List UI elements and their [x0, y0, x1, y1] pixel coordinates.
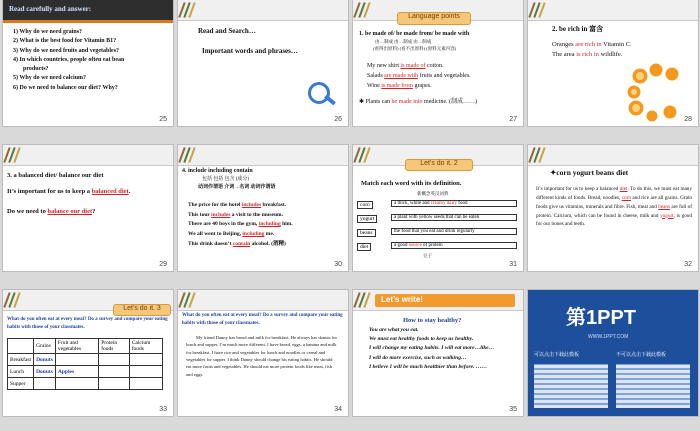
- example-4: ✱ Plants can be made into medicine. (制成……): [359, 99, 478, 105]
- table-cell[interactable]: [99, 378, 130, 390]
- table-cell[interactable]: [129, 354, 162, 366]
- slide-thumbnail-31[interactable]: [353, 145, 523, 271]
- slide-title: Read and Search…: [198, 27, 256, 35]
- slide-header: [178, 145, 348, 166]
- survey-intro: What do you often eat at every meal? Do a survey and compare your eating habits with those of your classmates.: [182, 313, 343, 326]
- writing-line: I will do more exercise, such as walking…: [369, 354, 467, 361]
- question-4-cont: products?: [23, 66, 49, 73]
- writing-line: We must eat healthy foods to keep us healthy.: [369, 336, 474, 343]
- slide-header: [178, 290, 348, 311]
- lets-do-it-tag: Let’s do it. 3: [113, 304, 171, 316]
- phrase-sub-2: (看得出原料) (看不出原料) (原料元素内容): [373, 46, 457, 51]
- bamboo-icon: [531, 147, 549, 163]
- slide-thumbnail-33[interactable]: [3, 290, 173, 416]
- dictionary-hint: 新概念英汉词典: [417, 191, 449, 196]
- table-cell[interactable]: [129, 378, 162, 390]
- example-2: Salads are made with fruits and vegetables.: [367, 73, 471, 79]
- writing-line: I will change my eating habits. I will eat more…like…: [369, 345, 495, 352]
- lets-write-band: [375, 294, 515, 307]
- bamboo-icon: [181, 2, 199, 18]
- example-2: The area is rich in wildlife.: [552, 51, 623, 58]
- slide-header: [528, 145, 698, 166]
- table-row: [8, 354, 163, 366]
- caption-left: 可以点击下载此模板: [534, 353, 580, 358]
- slide-header: [3, 145, 173, 166]
- bamboo-icon: [6, 147, 24, 163]
- instruction: Match each word with its definition.: [361, 180, 462, 187]
- example-2: Do we need to balance our diet?: [7, 208, 96, 215]
- table-cell[interactable]: Donuts: [34, 354, 56, 366]
- phrase-heading: 3. a balanced diet/ balance our diet: [7, 172, 104, 179]
- table-header: Fruit and vegetables: [55, 339, 98, 354]
- slide-header: [528, 0, 698, 21]
- slide-header: [178, 0, 348, 21]
- table-cell[interactable]: [55, 354, 98, 366]
- word-meaning: 包括 包括 包含 (成分): [202, 177, 250, 182]
- table-header: Grains: [34, 339, 56, 354]
- bamboo-icon: [181, 147, 199, 163]
- slide-number: 25: [159, 116, 167, 123]
- slide-number: 32: [684, 261, 692, 268]
- example-list: [188, 201, 293, 249]
- example-row: We all went to Beijing, including me.: [188, 230, 275, 237]
- writing-lines: [359, 326, 517, 372]
- table-header: [8, 339, 34, 354]
- example-row: The price for the hotel includes breakfast.: [188, 202, 287, 208]
- slide-number: 26: [334, 116, 342, 123]
- language-points-tag: Language points: [397, 12, 471, 25]
- accent-stripe: [3, 20, 173, 23]
- slide-number: 28: [684, 116, 692, 123]
- table-cell[interactable]: [34, 378, 56, 390]
- table-header-row: [8, 339, 163, 354]
- question-2: 2) What is the best food for Vitamin B1?: [13, 38, 117, 45]
- slide-thumbnail-32[interactable]: [528, 145, 698, 271]
- definition-3: the food that you eat and drink regularly: [391, 228, 517, 235]
- slide-line: Important words and phrases…: [202, 47, 298, 55]
- table-cell: Lunch: [8, 366, 34, 378]
- example-1: My new shirt is made of cotton.: [367, 63, 444, 69]
- table-cell[interactable]: Apples: [55, 366, 98, 378]
- caption-right: 不可以点击下载此模板: [616, 353, 667, 358]
- passage: It’s important for us to keep a balanced diet. To do this, we must eat many different kinds of foods. Bread, noodles, corn and rice are all grains. Grain foods give us vitamins, minerals and fibre. Fish, meat and beans are full of protein. Calcium, which can be found in cheese, milk and yogurt, is good for our bones and teeth.: [536, 186, 693, 228]
- bamboo-icon: [356, 2, 374, 18]
- bamboo-icon: [531, 2, 549, 18]
- word-corn: corn: [357, 201, 373, 209]
- word-beans: beans: [357, 229, 376, 237]
- table-row: [8, 366, 163, 378]
- question-1: 1) Why do we need grains?: [13, 29, 83, 35]
- orange-slices-icon: [626, 62, 686, 122]
- table-cell[interactable]: [129, 366, 162, 378]
- slide-thumbnail-34[interactable]: [178, 290, 348, 416]
- table-row: [8, 378, 163, 390]
- lets-do-it-tag: Let’s do it. 2: [405, 159, 473, 171]
- example-row: There are 40 boys in the gym, including him.: [188, 221, 293, 228]
- slide-title: How to stay healthy?: [403, 317, 462, 324]
- bamboo-icon: [356, 147, 374, 163]
- question-6: 6) Do we need to balance our diet? Why?: [13, 84, 118, 91]
- slide-number: 31: [509, 261, 517, 268]
- example-1: Oranges are rich in Vitamin C.: [552, 41, 632, 48]
- definition-2: a plant with yellow seeds that can be eaten: [391, 214, 517, 221]
- example-1: It’s important for us to keep a balanced diet.: [7, 188, 131, 195]
- slide-number: 29: [159, 261, 167, 268]
- slide-thumbnail-27[interactable]: [353, 0, 523, 126]
- slide-thumbnail-30[interactable]: [178, 145, 348, 271]
- bamboo-icon: [181, 292, 199, 308]
- slide-thumbnail-36[interactable]: [528, 290, 698, 416]
- writing-line: You are what you eat.: [369, 327, 419, 333]
- word-diet: diet: [357, 243, 371, 251]
- word-heading: 4. include including contain: [182, 168, 253, 174]
- slide-number: 27: [509, 116, 517, 123]
- example-row: This tour includes a visit to the museum.: [188, 211, 283, 218]
- table-cell[interactable]: [99, 354, 130, 366]
- slide-thumbnail-29[interactable]: [3, 145, 173, 271]
- bamboo-icon: [356, 292, 374, 308]
- word-usage: 动词作谓语 介词→名词 动词作谓语: [198, 185, 276, 190]
- table-cell[interactable]: [99, 366, 130, 378]
- bamboo-icon: [6, 292, 24, 308]
- passage: My friend Danny has bread and milk for breakfast. He always has donuts for lunch and supper. I’m much more different. I have bread, eggs, a banana and milk for breakfast. I have rice and vegetables for lunch and noodles or cereal and vegetables for supper. I think Danny should change his eating habits. He should eat more fruits and vegetables. He should eat more protein foods like meat, fish and eggs.: [186, 335, 338, 377]
- definition-1: a thick, white and creamy dairy food: [391, 200, 517, 207]
- brand-url: WWW.1PPT.COM: [588, 334, 629, 340]
- example-3: Wine is made from grapes.: [367, 83, 432, 89]
- definition-4: a good source of protein: [391, 242, 517, 249]
- magnifier-icon: [308, 82, 330, 104]
- slide-title: ✦corn yogurt beans diet: [550, 168, 629, 177]
- brand-logo: 第1PPT: [566, 307, 637, 329]
- slide-thumbnail-26[interactable]: [178, 0, 348, 126]
- thumbnail-grid-left: [534, 364, 608, 408]
- slide-thumbnail-28[interactable]: [528, 0, 698, 126]
- phrase-sub-1: 由…制成 由…制成 由…制成: [375, 39, 432, 44]
- footnote: 豆子: [423, 253, 432, 258]
- slide-number: 30: [334, 261, 342, 268]
- question-4: 4) In which countries, people often eat bean: [13, 56, 125, 63]
- slide-thumbnail-35[interactable]: [353, 290, 523, 416]
- slide-number: 33: [159, 406, 167, 413]
- slide-number: 34: [334, 406, 342, 413]
- thumbnail-grid-right: [616, 364, 690, 408]
- slide-thumbnail-25[interactable]: [3, 0, 173, 126]
- slide-number: 35: [509, 406, 517, 413]
- question-list: [13, 28, 124, 93]
- phrase-heading: 1. be made of/ be made from/ be made with: [359, 31, 470, 37]
- table-cell: Breakfast: [8, 354, 34, 366]
- writing-line: I believe I will be much healthier than before. ……: [369, 363, 488, 370]
- question-5: 5) Why do we need calcium?: [13, 75, 87, 82]
- table-cell: Supper: [8, 378, 34, 390]
- band-label: Let’s write!: [381, 295, 423, 304]
- table-cell[interactable]: [55, 378, 98, 390]
- survey-table: [7, 338, 163, 390]
- phrase-heading: 2. be rich in 富含: [552, 25, 604, 33]
- table-header: Calcium foods: [129, 339, 162, 354]
- slide-title: Read carefully and answer:: [9, 5, 92, 13]
- question-3: 3) Why do we need fruits and vegetables?: [13, 47, 120, 54]
- example-row: This drink doesn’t contain alcohol. (酒精): [188, 240, 286, 247]
- word-yogurt: yogurt: [357, 215, 377, 223]
- table-cell[interactable]: Donuts: [34, 366, 56, 378]
- survey-intro: What do you often eat at every meal? Do a survey and compare your eating habits with those of your classmates.: [7, 317, 168, 330]
- table-header: Protein foods: [99, 339, 130, 354]
